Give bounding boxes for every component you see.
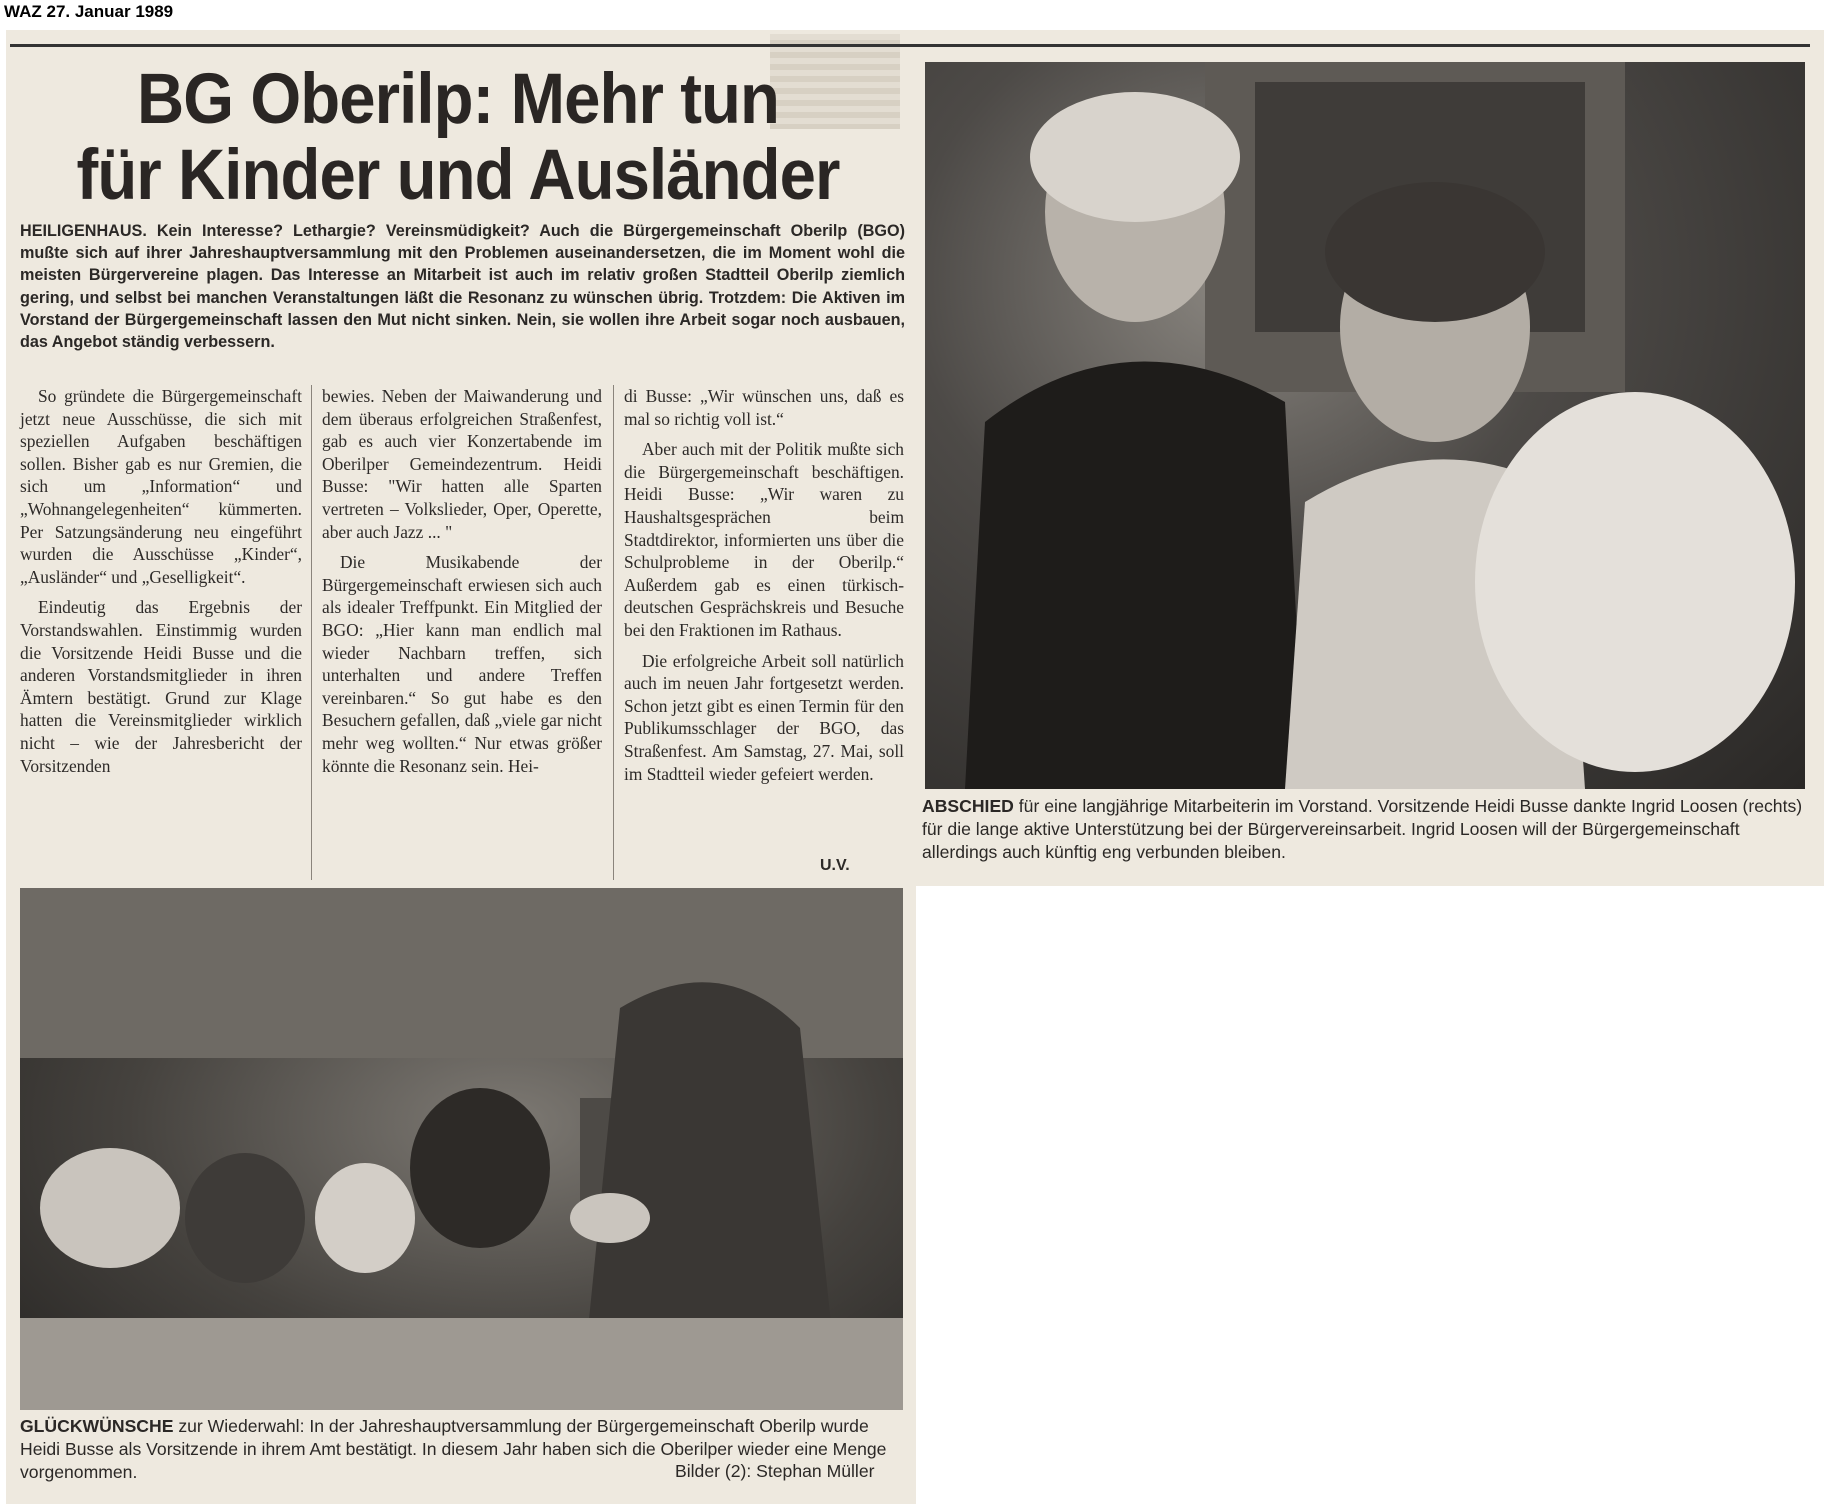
paragraph: bewies. Neben der Maiwanderung und dem überaus erfolgreichen Straßenfest, gab es auch vier Konzertabende im Oberilper Gemeindezentrum. Heidi Busse: "Wir hatten alle Sparten vertreten – Volkslieder, Oper, Operette, aber auch Jazz ... " (322, 386, 602, 542)
headline (53, 62, 863, 214)
paragraph: Aber auch mit der Politik mußte sich die Bürgergemeinschaft beschäftigen. Heidi Busse: „Wir waren zu Haushaltsgesprächen beim Stadtdirektor, informierten uns über die Schulprobleme in der Oberilp.“ Außerdem gab es einen türkisch-deutschen Gesprächskreis und Besuche bei den Fraktionen im Rathaus. (624, 439, 904, 640)
column-divider (311, 385, 312, 880)
article-column-3 (624, 385, 904, 793)
article-column-2 (322, 385, 602, 785)
photo-credit: Bilder (2): Stephan Müller (675, 1461, 875, 1481)
author-signature: U.V. (820, 857, 850, 874)
paragraph: Die Musikabende der Bürgergemeinschaft erwiesen sich auch als idealer Treffpunkt. Ein Mitglied der BGO: „Hier kann man endlich mal wieder Nachbarn treffen, sich unterhalten und andere Treffen vereinbaren.“ So gut habe es den Besuchern gefallen, daß „viele gar nicht mehr weg wollten.“ Nur etwas größer könnte die Resonanz sein. Hei- (322, 552, 602, 776)
photo-congratulations (20, 888, 903, 1410)
caption-text: zur Wiederwahl: In der Jahreshauptversammlung der Bürgergemeinschaft Oberilp wurde Heidi Busse als Vorsitzende in ihrem Amt bestätigt. In diesem Jahr haben sich die Oberilper wieder eine Menge vorgenommen. (20, 1416, 887, 1482)
paragraph: Die erfolgreiche Arbeit soll natürlich auch im neuen Jahr fortgesetzt werden. Schon jetzt gibt es einen Termin für den Publikumsschlager der BGO, das Straßenfest. Am Samstag, 27. Mai, soll im Stadtteil wieder gefeiert werden. (624, 650, 904, 784)
column-divider (613, 385, 614, 880)
lead-paragraph: HEILIGENHAUS. Kein Interesse? Lethargie? Vereinsmüdigkeit? Auch die Bürgergemeinschaft Oberilp (BGO) mußte sich auf ihrer Jahreshauptversammlung mit den Problemen auseinandersetzen, die im Moment wohl die meisten Bürgervereine plagen. Das Interesse an Mitarbeit ist auch im relativ großen Stadtteil Oberilp ziemlich gering, und selbst bei manchen Veranstaltungen läßt die Resonanz zu wünschen übrig. Trotzdem: Die Aktiven im Vorstand der Bürgergemeinschaft lassen den Mut nicht sinken. Nein, sie wollen ihre Arbeit sogar noch ausbauen, das Angebot ständig verbessern. (20, 222, 905, 352)
source-line: WAZ 27. Januar 1989 (4, 2, 174, 21)
paragraph: So gründete die Bürgergemeinschaft jetzt neue Ausschüsse, die sich mit speziellen Aufgaben beschäftigen sollen. Bisher gab es nur Gremien, die sich um „Information“ und „Wohnangelegenheiten“ kümmerten. Per Satzungsänderung neu eingeführt wurden die Ausschüsse „Kinder“, „Ausländer“ und „Geselligkeit“. (20, 386, 302, 587)
paragraph: di Busse: „Wir wünschen uns, daß es mal so richtig voll ist.“ (624, 386, 904, 429)
top-rule (10, 44, 1810, 47)
caption-lead: ABSCHIED (922, 796, 1014, 816)
caption-text: für eine langjährige Mitarbeiterin im Vorstand. Vorsitzende Heidi Busse dankte Ingrid Loosen (rechts) für die lange aktive Unterstützung bei der Bürgervereinsarbeit. Ingrid Loosen will der Bürgergemeinschaft allerdings auch künftig eng verbunden bleiben. (922, 796, 1803, 862)
paragraph: Eindeutig das Ergebnis der Vorstandswahlen. Einstimmig wurden die Vorsitzende Heidi Busse und die anderen Vorstandsmitglieder in ihren Ämtern bestätigt. Grund zur Klage hatten die Vereinsmitglieder wirklich nicht – wie der Jahresbericht der Vorsitzenden (20, 597, 302, 776)
article-column-1 (20, 385, 302, 785)
caption-lead: GLÜCKWÜNSCHE (20, 1416, 174, 1436)
photo-caption-1 (922, 795, 1812, 864)
photo-farewell (925, 62, 1805, 789)
headline-line-2: für Kinder und Ausländer (76, 136, 840, 215)
headline-line-1: BG Oberilp: Mehr tun (136, 60, 780, 139)
